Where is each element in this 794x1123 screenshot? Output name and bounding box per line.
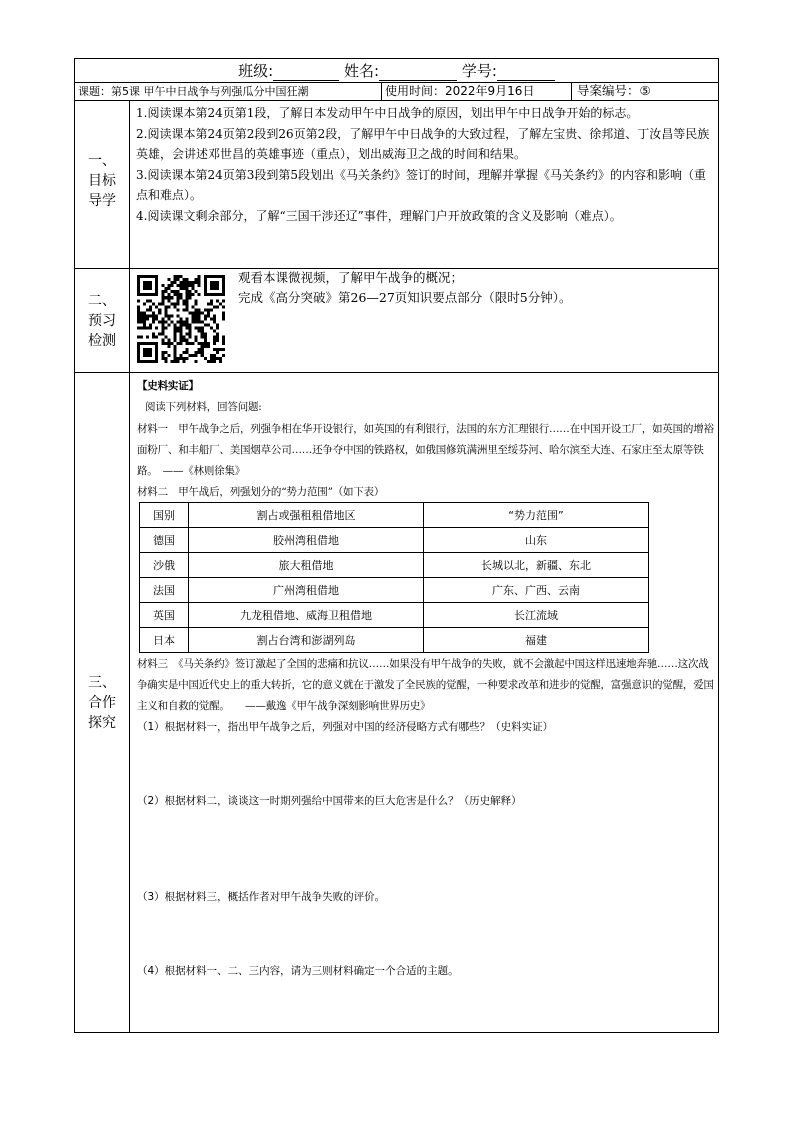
table-row xyxy=(140,578,649,603)
table-cell: 广东、广西、云南 xyxy=(424,578,649,603)
table-cell: 胶州湾租借地 xyxy=(189,528,424,553)
answer-area-2[interactable] xyxy=(137,809,715,889)
inquiry-content xyxy=(137,377,715,1003)
table-cell: 法国 xyxy=(140,578,189,603)
preview-tasks xyxy=(238,268,708,308)
table-cell: 长江流域 xyxy=(424,603,649,628)
table-row xyxy=(140,628,649,653)
lesson-info-row xyxy=(75,83,718,101)
inquiry-label: 三、 合作 探究 xyxy=(75,373,130,1032)
name-blank[interactable] xyxy=(379,64,457,81)
preview-label: 二、 预习 检测 xyxy=(75,269,130,372)
preview-task: 观看本课微视频，了解甲午战争的概况； xyxy=(238,270,464,285)
lesson-title: 课题：第5课 甲午中日战争与列强瓜分中国狂潮 xyxy=(78,85,309,98)
table-cell: 福建 xyxy=(424,628,649,653)
table-header: 割占或强租租借地区 xyxy=(189,503,424,528)
guide-sheet xyxy=(74,58,719,1033)
answer-area-4[interactable] xyxy=(137,979,715,1003)
table-row xyxy=(140,528,649,553)
table-cell: 广州湾租借地 xyxy=(189,578,424,603)
table-cell: 割占台湾和澎湖列岛 xyxy=(189,628,424,653)
question-3: （3）根据材料三，概括作者对甲午战争失败的评价。 xyxy=(137,891,386,903)
student-id-blank[interactable] xyxy=(497,64,555,81)
preview-task: 完成《高分突破》第26—27页知识要点部分（限时5分钟）。 xyxy=(238,290,572,305)
sphere-of-influence-table xyxy=(139,502,649,653)
table-cell: 长城以北，新疆、东北 xyxy=(424,553,649,578)
usage-date: 使用时间：2022年9月16日 xyxy=(385,84,535,98)
answer-area-3[interactable] xyxy=(137,905,715,963)
question-2: （2）根据材料二，谈谈这一时期列强给中国带来的巨大危害是什么？（历史解释） xyxy=(137,795,522,807)
question-4: （4）根据材料一、二、三内容，请为三则材料确定一个合适的主题。 xyxy=(137,965,459,977)
material-two-title: 材料二 甲午战后，列强划分的“势力范围”（如下表） xyxy=(137,486,385,498)
table-cell: 沙俄 xyxy=(140,553,189,578)
table-cell: 山东 xyxy=(424,528,649,553)
question-1: （1）根据材料一，指出甲午战争之后，列强对中国的经济侵略方式有哪些？（史料实证） xyxy=(137,721,554,733)
section-objectives xyxy=(75,101,718,269)
table-row xyxy=(140,553,649,578)
section-inquiry xyxy=(75,373,718,1032)
table-header-row xyxy=(140,503,649,528)
objectives-label: 一、 目标 导学 xyxy=(75,101,130,268)
reading-intro: 阅读下列材料，回答问题: xyxy=(145,401,262,413)
qr-code-image xyxy=(137,275,225,363)
table-cell: 旅大租借地 xyxy=(189,553,424,578)
guide-number: 导案编号：⑤ xyxy=(577,83,651,98)
objectives-list xyxy=(136,103,714,226)
class-blank[interactable] xyxy=(273,64,339,81)
table-row xyxy=(140,603,649,628)
table-cell: 日本 xyxy=(140,628,189,653)
table-cell: 德国 xyxy=(140,528,189,553)
class-label: 班级: xyxy=(238,62,274,80)
objective-item: 2.阅读课本第24页第2段到26页第2段，了解甲午中日战争的大致过程，了解左宝贵、徐邦道、丁汝昌等民族英雄，会讲述邓世昌的英雄事迹（重点），划出威海卫之战的时间和结果。 xyxy=(136,126,710,161)
table-cell: 英国 xyxy=(140,603,189,628)
section-preview xyxy=(75,269,718,373)
qr-code[interactable] xyxy=(137,275,225,363)
name-label: 姓名: xyxy=(343,62,380,80)
section-heading: 【史料实证】 xyxy=(137,380,199,392)
material-one: 材料一 甲午战争之后，列强争相在华开设银行，如英国的有利银行，法国的东方汇理银行……在中国开设工厂，如英国的增裕面粉厂、和丰船厂、美国烟草公司……还争夺中国的铁路权，如俄国修筑满洲里至绥芬河、哈尔滨至大连、石家庄至太原等铁路。 ——《林则徐集》 xyxy=(137,423,714,477)
objective-item: 3.阅读课本第24页第3段到第5段划出《马关条约》签订的时间，理解并掌握《马关条约》的内容和影响（重点和难点）。 xyxy=(136,167,706,202)
student-id-label: 学号: xyxy=(461,62,497,80)
student-info-row xyxy=(75,59,718,83)
objective-item: 4.阅读课文剩余部分，了解“三国干涉还辽”事件，理解门户开放政策的含义及影响（难点）。 xyxy=(136,208,622,223)
table-header: “势力范围” xyxy=(424,503,649,528)
answer-area-1[interactable] xyxy=(137,735,715,793)
objective-item: 1.阅读课本第24页第1段，了解日本发动甲午中日战争的原因，划出甲午中日战争开始的标志。 xyxy=(136,106,639,120)
material-three: 材料三 《马关条约》签订激起了全国的悲痛和抗议……如果没有甲午战争的失败，就不会激起中国这样迅速地奔驰……这次战争确实是中国近代史上的重大转折，它的意义就在于激发了全民族的觉醒，一种要求改革和进步的觉醒，富强意识的觉醒，爱国主义和自救的觉醒。 ——戴逸《甲午战争深刻影响世界历史》 xyxy=(137,658,714,712)
table-header: 国别 xyxy=(140,503,189,528)
table-cell: 九龙租借地、威海卫租借地 xyxy=(189,603,424,628)
